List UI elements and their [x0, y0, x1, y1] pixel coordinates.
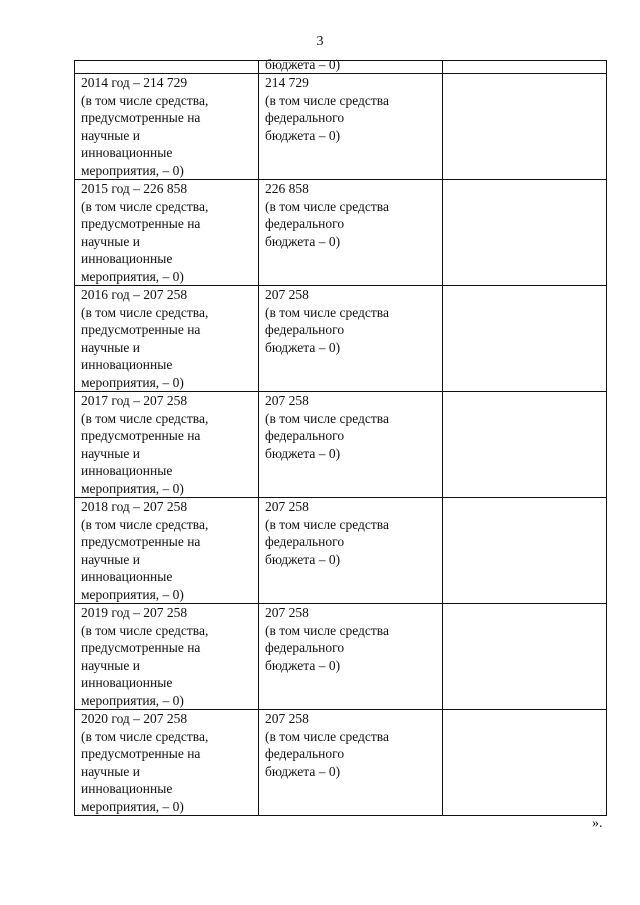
- federal-budget-line: (в том числе средства: [265, 622, 389, 638]
- funding-total-line: 2018 год – 207 258: [81, 499, 188, 514]
- funding-total-line: (в том числе средства,: [81, 622, 209, 638]
- table-row: [75, 604, 607, 710]
- table-cell-col1: [75, 286, 259, 392]
- funding-total-line: научные и: [81, 445, 140, 461]
- funding-total-line: 2016 год – 207 258: [81, 287, 188, 302]
- page-number: 3: [316, 34, 324, 49]
- funding-total-line: инновационные: [81, 251, 173, 266]
- table-row: [75, 180, 607, 286]
- funding-total-line: предусмотренные на: [81, 640, 201, 655]
- table-cell-col3: [443, 392, 607, 498]
- table-cell-col2: [259, 180, 443, 286]
- end-quote-mark: ».: [592, 816, 603, 831]
- continuation-row: [75, 61, 607, 74]
- federal-budget-line: 207 258: [265, 393, 309, 408]
- budget-table-body: [75, 57, 607, 816]
- funding-total-line: 2017 год – 207 258: [81, 393, 188, 408]
- funding-total-line: инновационные: [81, 569, 173, 584]
- funding-total-line: предусмотренные на: [81, 322, 201, 337]
- continuation-text: бюджета – 0): [265, 57, 341, 72]
- table-cell-col2: [259, 74, 443, 180]
- federal-budget-line: 207 258: [265, 287, 309, 302]
- funding-total-line: 2014 год – 214 729: [81, 75, 188, 90]
- table-cell-col1: [75, 180, 259, 286]
- table-cell-col1: [75, 604, 259, 710]
- funding-total-line: инновационные: [81, 675, 173, 690]
- table-cell-col1: [75, 710, 259, 816]
- table-cell-col2: [259, 604, 443, 710]
- federal-budget-line: федерального: [265, 322, 345, 337]
- funding-total-line: 2019 год – 207 258: [81, 605, 188, 620]
- federal-budget-line: бюджета – 0): [265, 551, 341, 567]
- funding-total-line: научные и: [81, 763, 140, 779]
- table-row: [75, 286, 607, 392]
- funding-total-line: научные и: [81, 339, 140, 355]
- table-cell-col2: [259, 498, 443, 604]
- funding-total-line: научные и: [81, 551, 140, 567]
- funding-total-line: (в том числе средства,: [81, 198, 209, 214]
- funding-total-line: научные и: [81, 233, 140, 249]
- funding-total-line: мероприятия, – 0): [81, 798, 184, 814]
- continuation-cell-col3: [443, 61, 607, 74]
- federal-budget-line: бюджета – 0): [265, 657, 341, 673]
- funding-total-line: мероприятия, – 0): [81, 480, 184, 496]
- federal-budget-line: 207 258: [265, 499, 309, 514]
- table-cell-col3: [443, 498, 607, 604]
- funding-total-line: инновационные: [81, 145, 173, 160]
- funding-total-line: научные и: [81, 127, 140, 143]
- funding-total-line: инновационные: [81, 463, 173, 478]
- table-row: [75, 498, 607, 604]
- federal-budget-line: бюджета – 0): [265, 127, 341, 143]
- federal-budget-line: 207 258: [265, 605, 309, 620]
- funding-total-line: научные и: [81, 657, 140, 673]
- federal-budget-line: бюджета – 0): [265, 445, 341, 461]
- funding-total-line: инновационные: [81, 781, 173, 796]
- federal-budget-line: бюджета – 0): [265, 339, 341, 355]
- federal-budget-line: федерального: [265, 110, 345, 125]
- table-cell-col1: [75, 74, 259, 180]
- federal-budget-line: федерального: [265, 534, 345, 549]
- federal-budget-line: бюджета – 0): [265, 763, 341, 779]
- funding-total-line: предусмотренные на: [81, 428, 201, 443]
- table-cell-col3: [443, 180, 607, 286]
- continuation-cell-col2: [259, 57, 443, 74]
- federal-budget-line: (в том числе средства: [265, 304, 389, 320]
- funding-total-line: 2020 год – 207 258: [81, 711, 188, 726]
- table-row: [75, 392, 607, 498]
- federal-budget-line: бюджета – 0): [265, 233, 341, 249]
- table-row: [75, 710, 607, 816]
- table-cell-col3: [443, 286, 607, 392]
- federal-budget-line: 214 729: [265, 75, 309, 90]
- table-cell-col2: [259, 286, 443, 392]
- federal-budget-line: федерального: [265, 746, 345, 761]
- funding-total-line: инновационные: [81, 357, 173, 372]
- funding-total-line: (в том числе средства,: [81, 516, 209, 532]
- federal-budget-line: 207 258: [265, 711, 309, 726]
- federal-budget-line: (в том числе средства: [265, 728, 389, 744]
- federal-budget-line: (в том числе средства: [265, 198, 389, 214]
- funding-total-line: предусмотренные на: [81, 216, 201, 231]
- table-cell-col3: [443, 604, 607, 710]
- table-cell-col3: [443, 74, 607, 180]
- table-cell-col1: [75, 498, 259, 604]
- continuation-cell-col1: [75, 61, 259, 74]
- federal-budget-line: федерального: [265, 640, 345, 655]
- federal-budget-line: федерального: [265, 216, 345, 231]
- table-cell-col1: [75, 392, 259, 498]
- federal-budget-line: 226 858: [265, 181, 309, 196]
- budget-table: [74, 57, 607, 816]
- funding-total-line: предусмотренные на: [81, 110, 201, 125]
- federal-budget-line: (в том числе средства: [265, 516, 389, 532]
- federal-budget-line: федерального: [265, 428, 345, 443]
- funding-total-line: мероприятия, – 0): [81, 692, 184, 708]
- funding-total-line: мероприятия, – 0): [81, 374, 184, 390]
- funding-total-line: (в том числе средства,: [81, 304, 209, 320]
- funding-total-line: предусмотренные на: [81, 746, 201, 761]
- funding-total-line: (в том числе средства,: [81, 728, 209, 744]
- table-cell-col2: [259, 392, 443, 498]
- funding-total-line: мероприятия, – 0): [81, 586, 184, 602]
- federal-budget-line: (в том числе средства: [265, 410, 389, 426]
- funding-total-line: мероприятия, – 0): [81, 268, 184, 284]
- funding-total-line: (в том числе средства,: [81, 410, 209, 426]
- table-row: [75, 74, 607, 180]
- funding-total-line: мероприятия, – 0): [81, 162, 184, 178]
- funding-total-line: (в том числе средства,: [81, 92, 209, 108]
- table-cell-col3: [443, 710, 607, 816]
- funding-total-line: 2015 год – 226 858: [81, 181, 188, 196]
- funding-total-line: предусмотренные на: [81, 534, 201, 549]
- table-cell-col2: [259, 710, 443, 816]
- federal-budget-line: (в том числе средства: [265, 92, 389, 108]
